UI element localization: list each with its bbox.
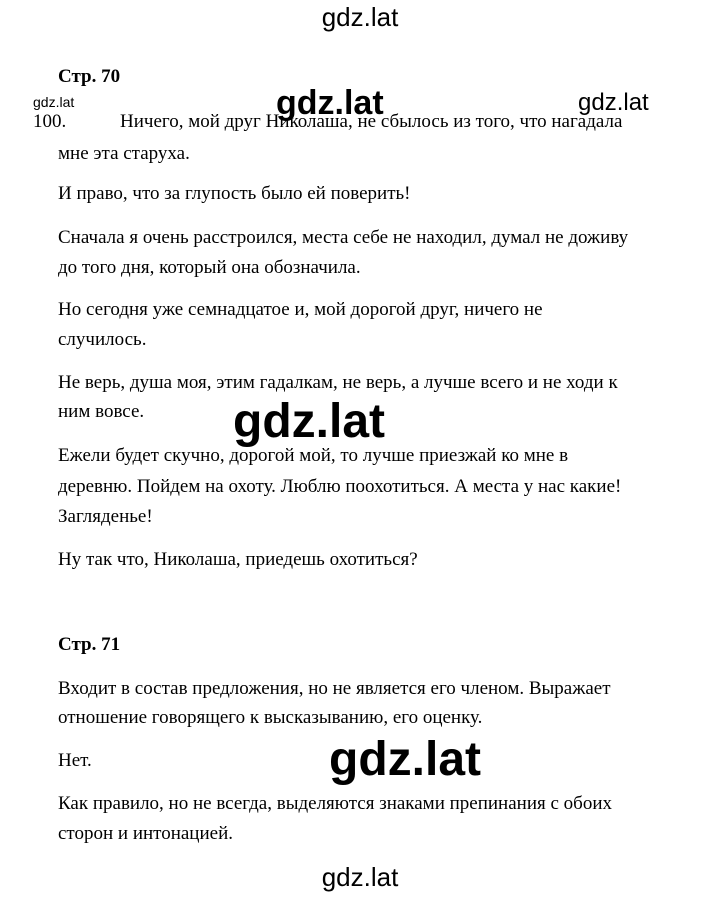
text-line: сторон и интонацией. <box>58 823 233 844</box>
text-line: И право, что за глупость было ей поверить! <box>58 183 411 204</box>
text-line: Загляденье! <box>58 506 153 527</box>
text-line: деревню. Пойдем на охоту. Люблю поохотиться. А места у нас какие! <box>58 476 622 497</box>
watermark-large: gdz.lat <box>276 84 384 122</box>
text-line: случилось. <box>58 329 147 350</box>
text-line: Как правило, но не всегда, выделяются знаками препинания с обоих <box>58 793 612 814</box>
watermark-small: gdz.lat <box>33 94 75 110</box>
text-line: Ежели будет скучно, дорогой мой, то лучше приезжай ко мне в <box>58 445 569 466</box>
text-line: Сначала я очень расстроился, места себе не находил, думал не доживу <box>58 227 629 248</box>
text-line: Но сегодня уже семнадцатое и, мой дорогой друг, ничего не <box>58 299 543 320</box>
page-heading-71: Стр. 71 <box>58 634 121 655</box>
text-line: отношение говорящего к высказыванию, его оценку. <box>58 707 483 728</box>
text-line: мне эта старуха. <box>58 143 190 164</box>
text-line: Ничего, мой друг Николаша, не сбылось из того, что нагадала <box>120 111 623 132</box>
watermark-right: gdz.lat <box>578 89 649 116</box>
watermark-large: gdz.lat <box>329 733 481 786</box>
text-line: ним вовсе. <box>58 401 145 422</box>
watermark-large: gdz.lat <box>233 395 385 448</box>
exercise-number: 100. <box>33 111 67 132</box>
text-line: Ну так что, Николаша, приедешь охотиться? <box>58 549 418 570</box>
text-line: Входит в состав предложения, но не является его членом. Выражает <box>58 678 611 699</box>
watermark-bottom: gdz.lat <box>321 862 399 892</box>
text-line: до того дня, который она обозначила. <box>58 257 361 278</box>
text-line: Нет. <box>58 750 92 771</box>
text-line: Не верь, душа моя, этим гадалкам, не верь, а лучше всего и не ходи к <box>58 372 618 393</box>
watermark-top: gdz.lat <box>321 2 399 32</box>
page-heading-70: Стр. 70 <box>58 66 121 87</box>
